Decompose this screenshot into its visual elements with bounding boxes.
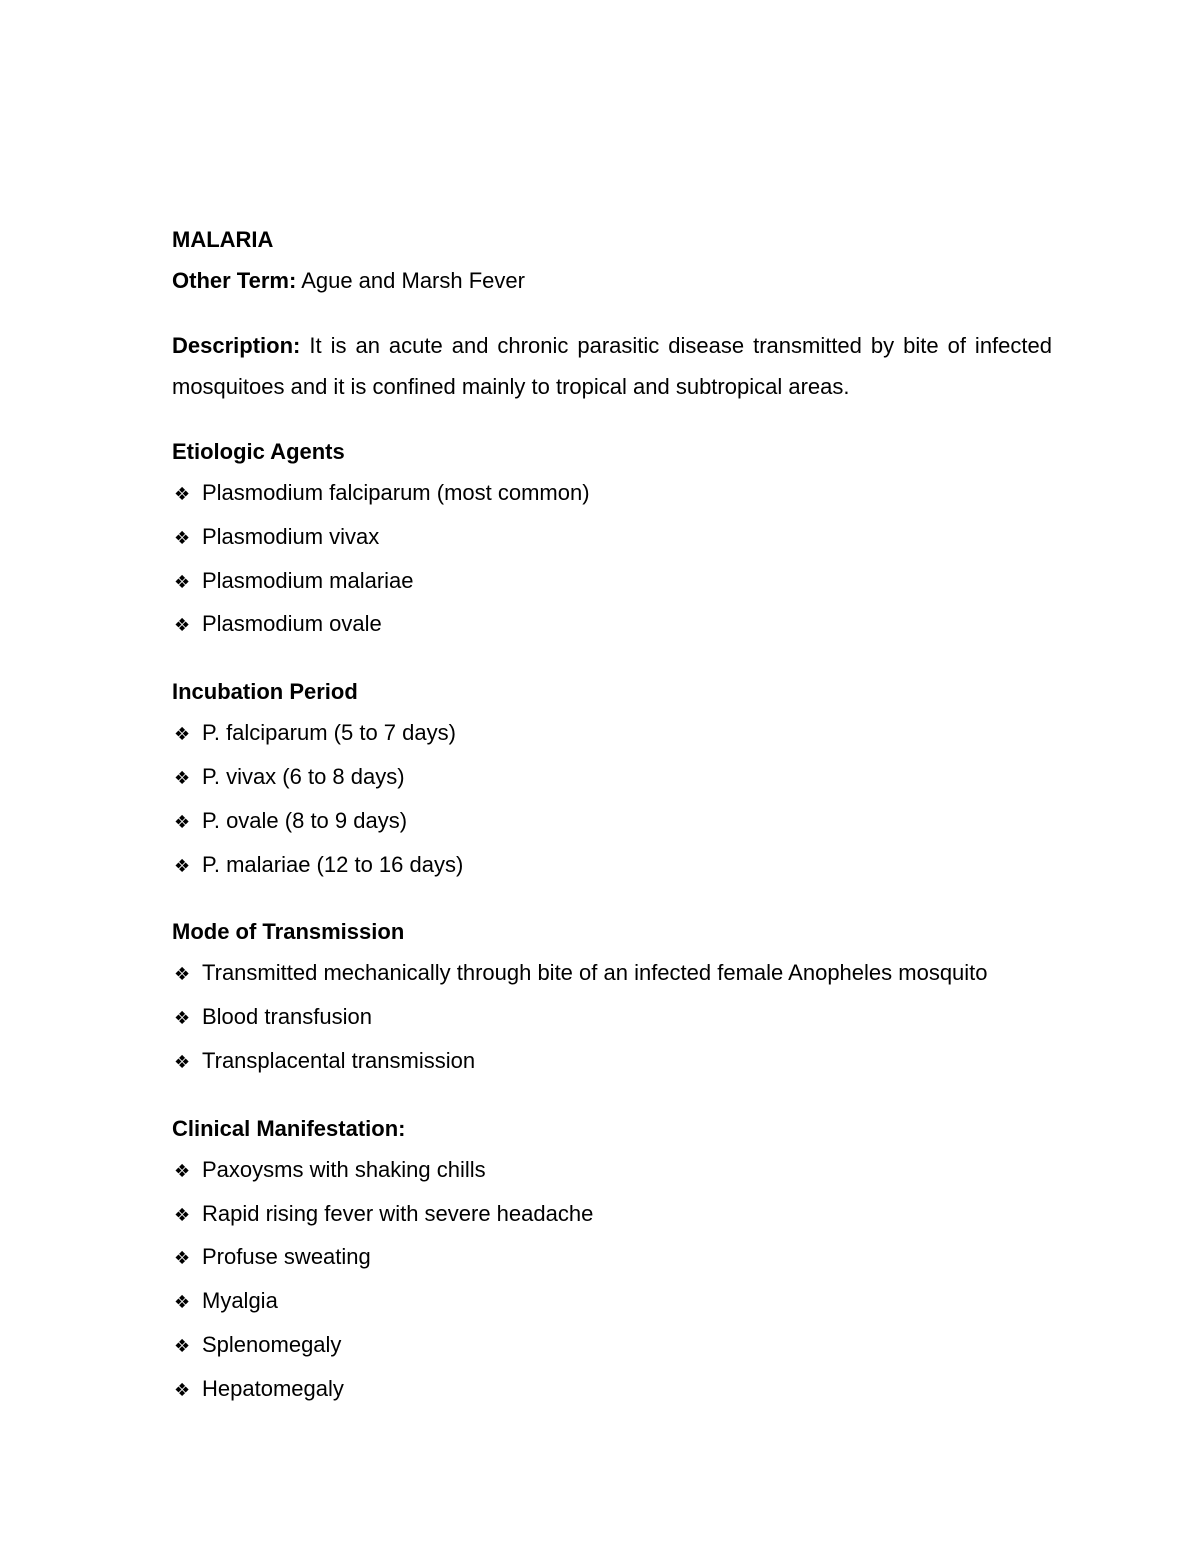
diamond-bullet-icon: ❖ xyxy=(174,1335,191,1356)
diamond-bullet-icon: ❖ xyxy=(174,615,191,636)
other-term xyxy=(172,260,1052,301)
list-item: ❖ Plasmodium malariae xyxy=(172,560,1052,604)
diamond-bullet-icon: ❖ xyxy=(174,964,191,985)
other-term-value: Ague and Marsh Fever xyxy=(301,268,525,293)
list-item: ❖ Transmitted mechanically through bite of an infected female Anopheles mosquito xyxy=(172,952,1052,996)
list-item: ❖ P. ovale (8 to 9 days) xyxy=(172,800,1052,844)
list-item: ❖ Hepatomegaly xyxy=(172,1368,1052,1412)
diamond-bullet-icon: ❖ xyxy=(174,527,191,548)
list-item: ❖ P. falciparum (5 to 7 days) xyxy=(172,712,1052,756)
description xyxy=(172,325,1052,407)
section-heading-mode-of-transmission: Mode of Transmission xyxy=(172,919,405,945)
list-item: ❖ Profuse sweating xyxy=(172,1236,1052,1280)
etiologic-agents-list xyxy=(172,472,1052,647)
description-label: Description: xyxy=(172,333,301,358)
list-item: ❖ Transplacental transmission xyxy=(172,1040,1052,1084)
list-item: ❖ Plasmodium ovale xyxy=(172,603,1052,647)
diamond-bullet-icon: ❖ xyxy=(174,811,191,832)
list-item: ❖ Myalgia xyxy=(172,1280,1052,1324)
diamond-bullet-icon: ❖ xyxy=(174,1051,191,1072)
list-item: ❖ Plasmodium falciparum (most common) xyxy=(172,472,1052,516)
diamond-bullet-icon: ❖ xyxy=(174,484,191,504)
diamond-bullet-icon: ❖ xyxy=(174,724,191,745)
diamond-bullet-icon: ❖ xyxy=(174,1248,191,1269)
description-text: It is an acute and chronic parasitic disease transmitted by bite of infected mosquitoes and it is confined mainly to tropical and subtropical areas. xyxy=(172,333,1052,399)
mode-of-transmission-list xyxy=(172,952,1052,1083)
list-item: ❖ Blood transfusion xyxy=(172,996,1052,1040)
diamond-bullet-icon: ❖ xyxy=(174,571,191,592)
clinical-manifestation-list xyxy=(172,1149,1052,1412)
list-item: ❖ Rapid rising fever with severe headache xyxy=(172,1193,1052,1237)
diamond-bullet-icon: ❖ xyxy=(174,1379,191,1400)
list-item: ❖ Plasmodium vivax xyxy=(172,516,1052,560)
document-page xyxy=(172,224,1052,1412)
diamond-bullet-icon: ❖ xyxy=(174,855,191,876)
list-item: ❖ Paxoysms with shaking chills xyxy=(172,1149,1052,1193)
list-item: ❖ P. vivax (6 to 8 days) xyxy=(172,756,1052,800)
diamond-bullet-icon: ❖ xyxy=(174,1292,191,1313)
diamond-bullet-icon: ❖ xyxy=(174,1160,191,1181)
section-heading-clinical-manifestation: Clinical Manifestation: xyxy=(172,1115,406,1141)
diamond-bullet-icon: ❖ xyxy=(174,767,191,788)
diamond-bullet-icon: ❖ xyxy=(174,1008,191,1029)
incubation-period-list xyxy=(172,712,1052,887)
list-item: ❖ P. malariae (12 to 16 days) xyxy=(172,844,1052,888)
list-item: ❖ Splenomegaly xyxy=(172,1324,1052,1368)
document-title: MALARIA xyxy=(172,227,274,252)
section-heading-etiologic-agents: Etiologic Agents xyxy=(172,439,345,464)
diamond-bullet-icon: ❖ xyxy=(174,1204,191,1225)
other-term-label: Other Term: xyxy=(172,268,297,293)
section-heading-incubation-period: Incubation Period xyxy=(172,679,358,705)
